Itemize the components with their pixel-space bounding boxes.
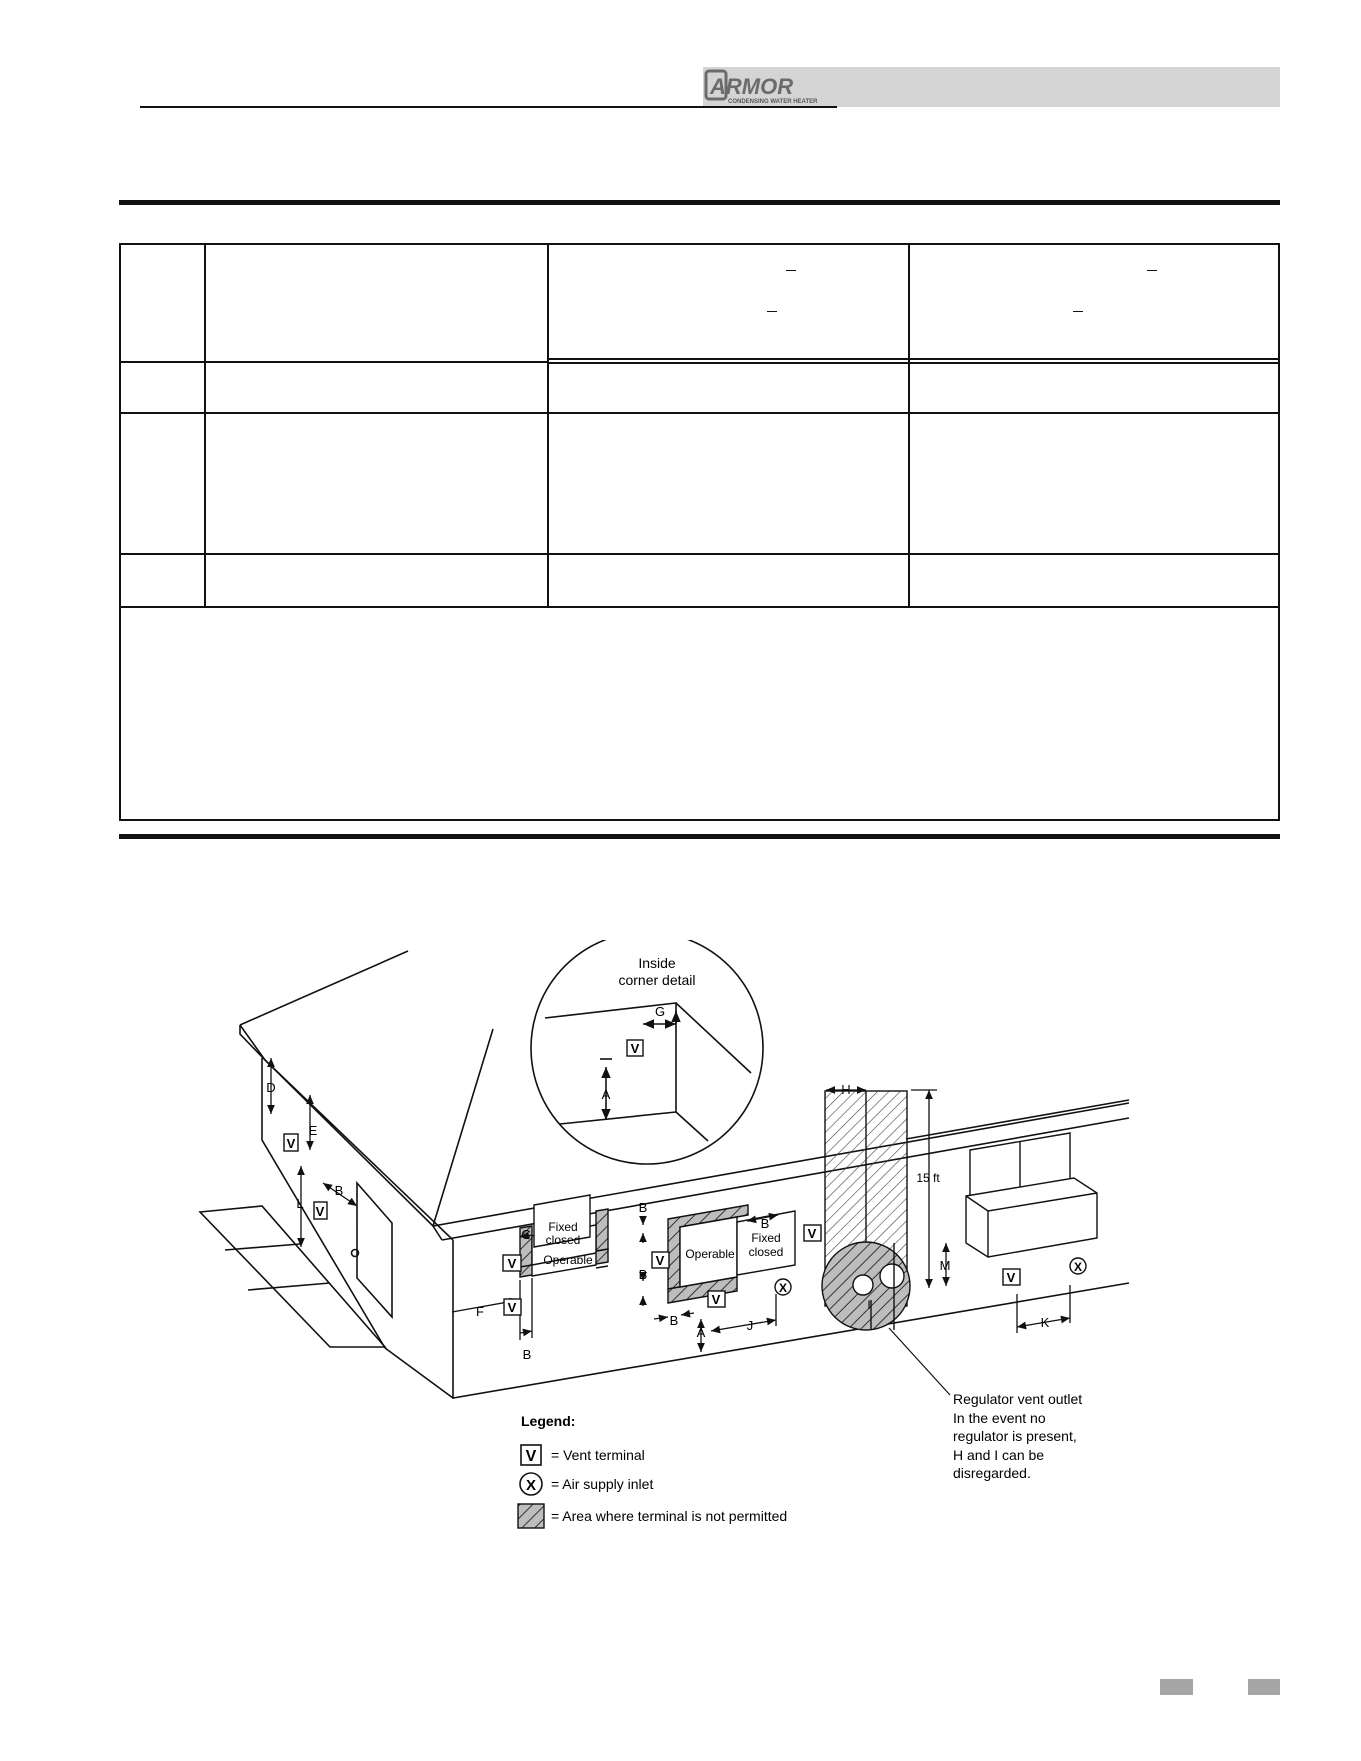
window-label: Fixed	[751, 1231, 781, 1245]
roof-ridge-line	[240, 951, 408, 1025]
regulator-body	[853, 1275, 873, 1295]
regulator-note: H and I can be	[953, 1447, 1045, 1463]
label-b: B	[638, 1267, 648, 1282]
table-mark	[767, 311, 777, 312]
label-b: B	[760, 1216, 770, 1231]
label-a: A	[696, 1325, 706, 1340]
roof-hip	[433, 1029, 493, 1226]
door	[357, 1183, 392, 1317]
vent-label: V	[655, 1253, 665, 1268]
regulator-body	[880, 1264, 904, 1288]
label-j: J	[746, 1318, 754, 1333]
dim-b-bottom	[681, 1313, 694, 1315]
label-i: I	[867, 1298, 871, 1312]
vent-label: V	[507, 1256, 517, 1271]
table-mark	[1147, 270, 1157, 271]
vent-label: V	[807, 1226, 817, 1241]
window-label: Operable	[543, 1253, 593, 1267]
table-row-divider	[121, 553, 1278, 555]
section-rule	[119, 200, 1280, 205]
vent-label: V	[711, 1292, 721, 1307]
window-label: closed	[748, 1245, 784, 1259]
label-e: E	[308, 1123, 318, 1138]
vent-label: V	[630, 1041, 640, 1056]
label-k: K	[1040, 1315, 1050, 1330]
logo-tagline: CONDENSING WATER HEATER	[728, 99, 818, 105]
legend-vent-text: = Vent terminal	[551, 1447, 645, 1463]
label-b: B	[669, 1313, 679, 1328]
no-terminal-zone	[596, 1209, 608, 1251]
label-b: B	[334, 1183, 344, 1198]
label-b: B	[638, 1200, 648, 1215]
table-mark	[786, 270, 796, 271]
regulator-note: Regulator vent outlet	[953, 1391, 1083, 1407]
table-header-bottom	[121, 361, 548, 363]
wall-base-left	[385, 1348, 453, 1398]
logo-brand: ARMOR	[710, 74, 794, 99]
sidewalk-joint	[248, 1283, 330, 1290]
table-header-bottom	[548, 362, 1278, 364]
label-a: A	[601, 1087, 611, 1102]
table-row-divider	[121, 606, 1278, 608]
label-h: H	[841, 1082, 851, 1097]
page-tab	[1160, 1679, 1193, 1695]
window-label: Operable	[685, 1247, 735, 1261]
label-g: G	[654, 1004, 666, 1019]
dim-b	[520, 1331, 532, 1333]
air-label: X	[778, 1281, 788, 1295]
window-label: Fixed	[548, 1220, 578, 1234]
armor-logo	[704, 68, 838, 108]
table-notes-area	[121, 609, 1278, 819]
label-m: M	[939, 1258, 951, 1273]
sidewalk-joint	[225, 1244, 300, 1250]
label-d: D	[266, 1080, 276, 1095]
label-c: C	[521, 1227, 531, 1242]
dim-b-bottom	[654, 1317, 668, 1319]
legend-air-symbol: X	[525, 1477, 537, 1494]
label-f: F	[476, 1304, 484, 1319]
vent-label: V	[1006, 1270, 1016, 1285]
regulator-note: disregarded.	[953, 1465, 1031, 1481]
vent-label: V	[315, 1204, 325, 1219]
inset-title: corner detail	[618, 972, 696, 988]
vent-label: V	[286, 1136, 296, 1151]
table-row-divider	[121, 412, 1278, 414]
clearance-table	[119, 243, 1280, 821]
vent-clearance-diagram	[190, 940, 1150, 1530]
table-mark	[1073, 311, 1083, 312]
table-header-bottom	[548, 358, 1278, 360]
vent-label: V	[507, 1300, 517, 1315]
section-bottom-rule	[119, 834, 1280, 839]
regulator-note: In the event no	[953, 1410, 1046, 1426]
legend-vent-symbol: V	[525, 1448, 537, 1465]
legend-title: Legend:	[521, 1413, 576, 1429]
regulator-note: regulator is present,	[953, 1428, 1077, 1444]
legend-hatch-icon	[518, 1504, 544, 1528]
legend-hatch-text: = Area where terminal is not permitted	[551, 1508, 788, 1524]
leader-line	[889, 1328, 950, 1395]
label-15ft: 15 ft	[916, 1171, 940, 1185]
page-tab	[1248, 1679, 1280, 1695]
wall-line	[906, 1100, 1129, 1139]
legend-air-text: = Air supply inlet	[551, 1476, 654, 1492]
air-label: X	[1073, 1260, 1083, 1274]
inset-title: Inside	[638, 955, 676, 971]
label-b: B	[522, 1347, 532, 1362]
label-l: L	[296, 1196, 304, 1211]
dim-j	[711, 1320, 776, 1331]
window-label: closed	[545, 1233, 581, 1247]
